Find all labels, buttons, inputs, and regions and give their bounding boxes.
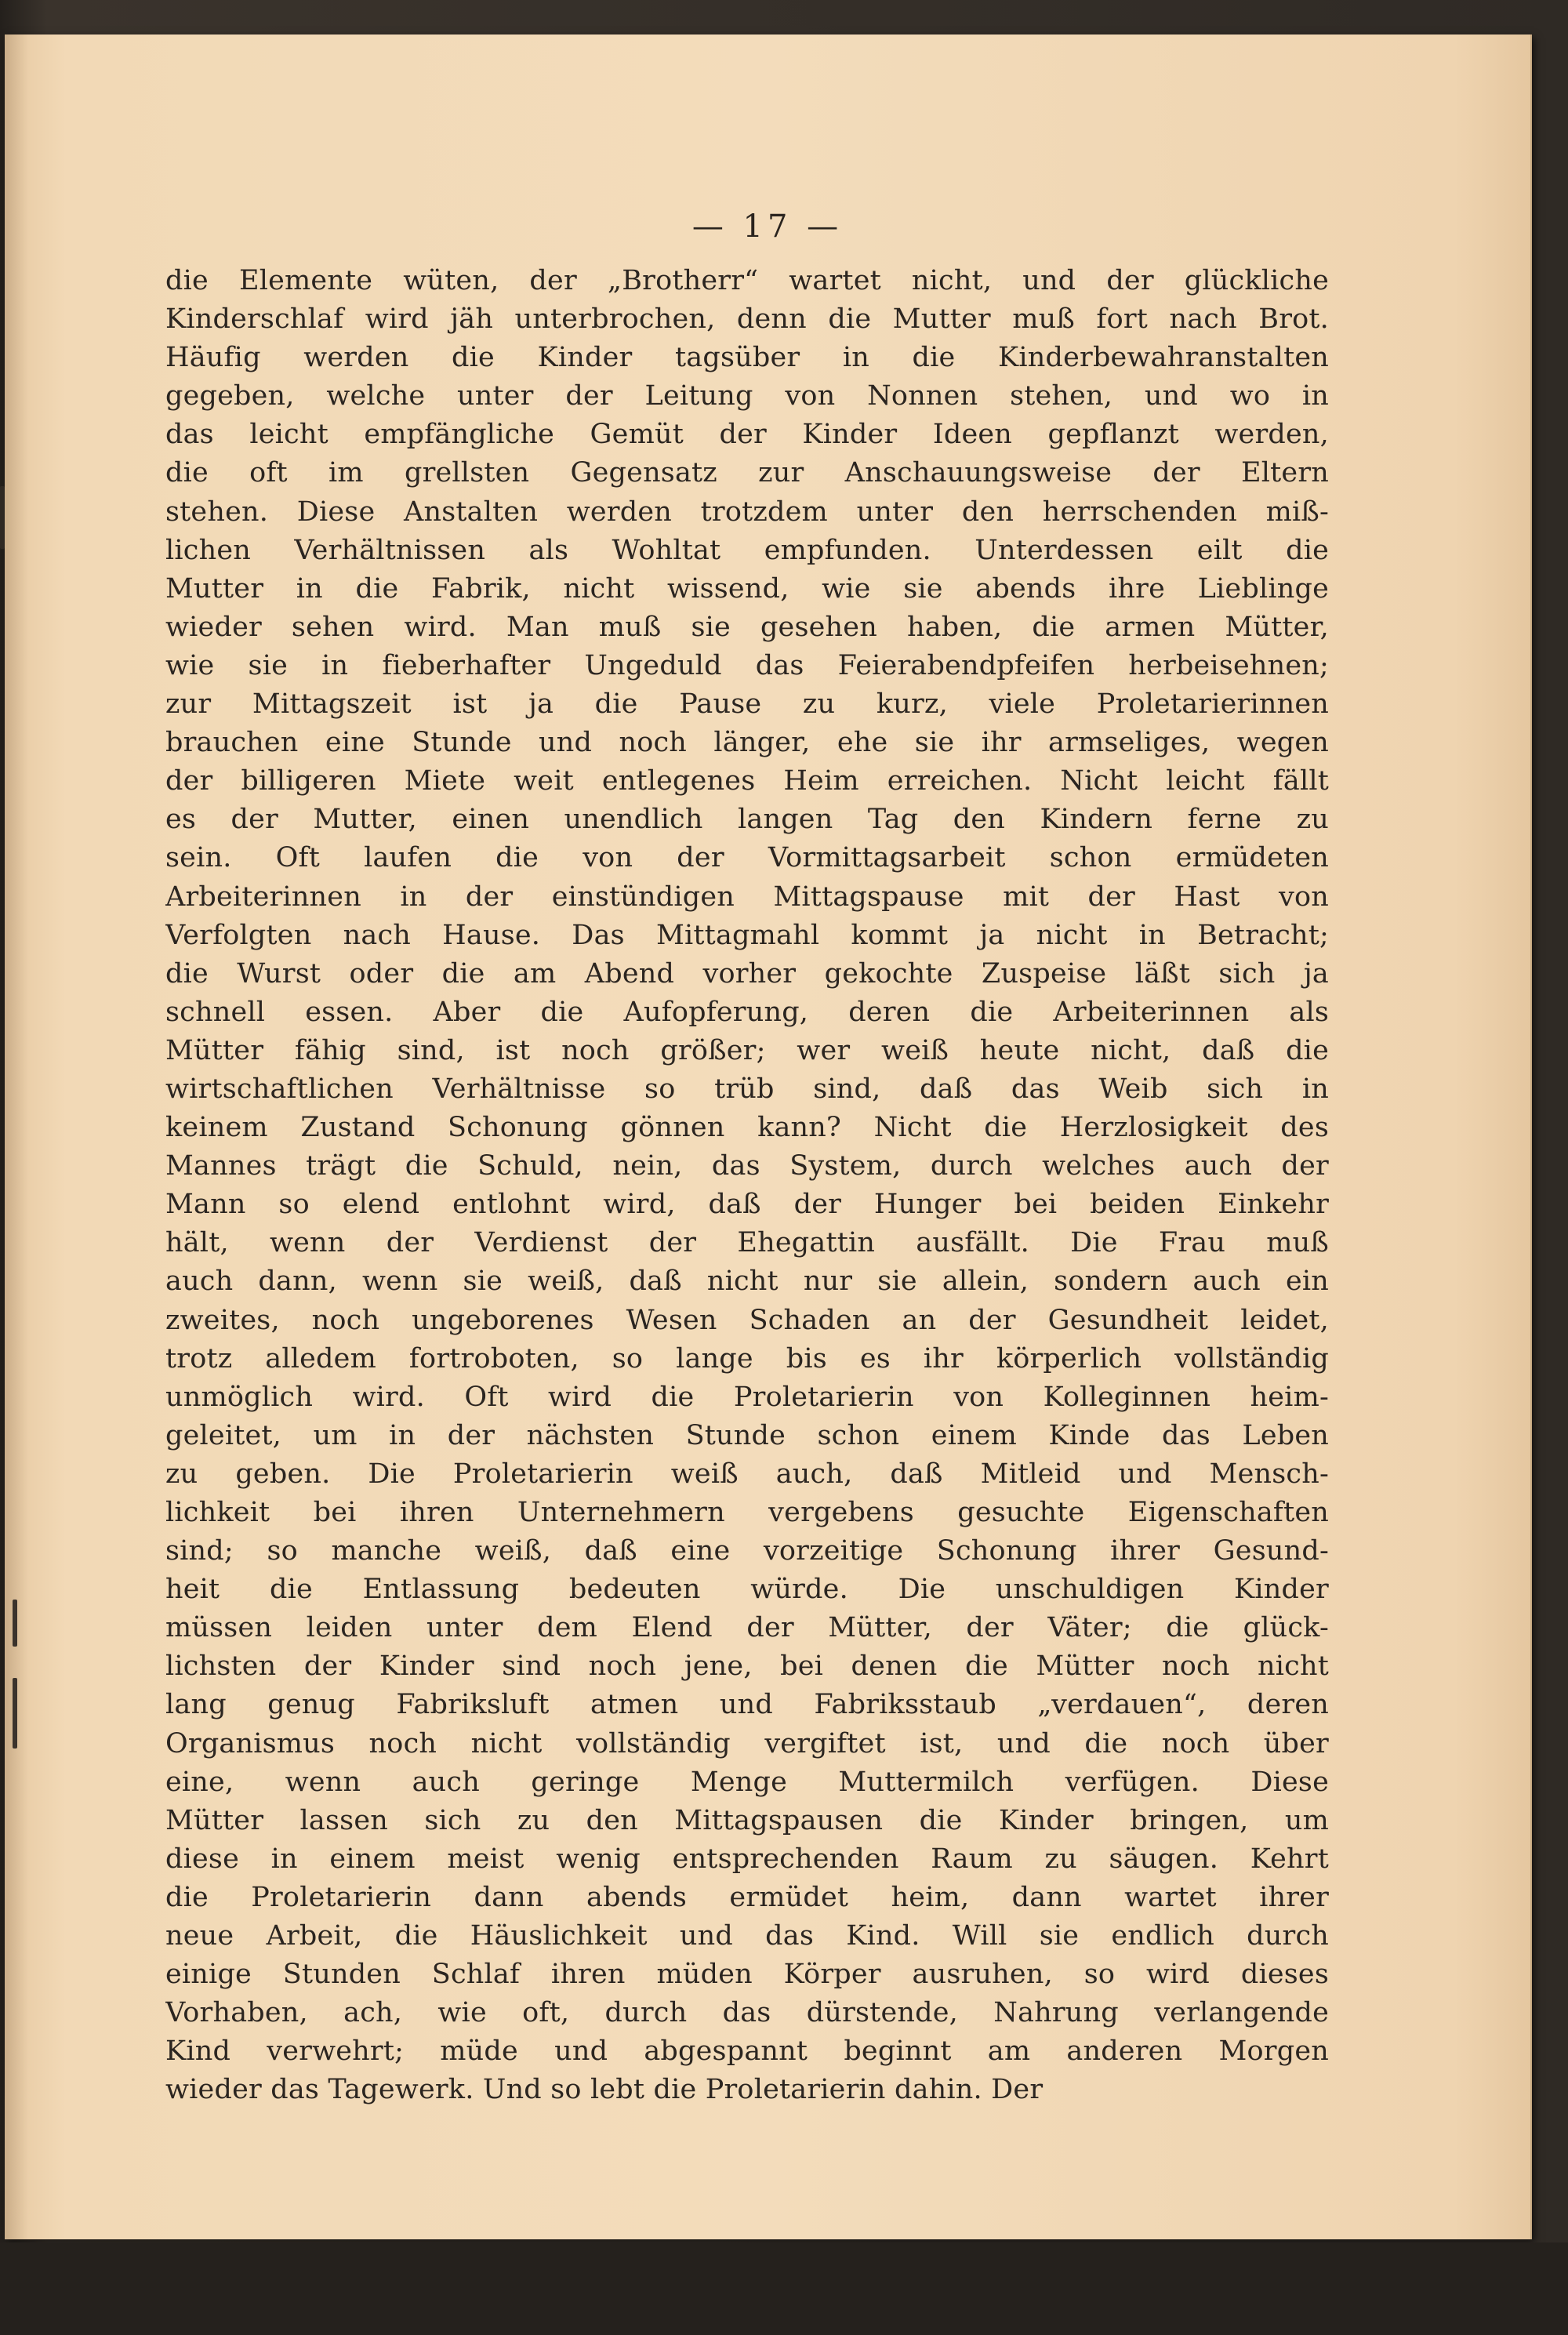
text-line: sein. Oft laufen die von der Vormittagsarbeit schon ermüdeten [165,842,1329,874]
text-line: wieder sehen wird. Man muß sie gesehen haben, die armen Mütter, [165,611,1329,643]
text-line: heit die Entlassung bedeuten würde. Die unschuldigen Kinder [165,1574,1329,1606]
text-line: die oft im grellsten Gegensatz zur Anschauungsweise der Eltern [165,457,1329,489]
text-line: Organismus noch nicht vollständig vergiftet ist, und die noch über [165,1727,1329,1759]
text-line: die Wurst oder die am Abend vorher gekochte Zuspeise läßt sich ja [165,957,1329,990]
text-line: Arbeiterinnen in der einstündigen Mittagspause mit der Hast von [165,881,1329,913]
text-line: lichsten der Kinder sind noch jene, bei denen die Mütter noch nicht [165,1650,1329,1683]
text-line: die Proletarierin dann abends ermüdet heim, dann wartet ihrer [165,1881,1329,1913]
text-line: gegeben, welche unter der Leitung von Nonnen stehen, und wo in [165,380,1329,412]
text-line: neue Arbeit, die Häuslichkeit und das Kind. Will sie endlich durch [165,1920,1329,1952]
text-line: Verfolgten nach Hause. Das Mittagmahl kommt ja nicht in Betracht; [165,919,1329,951]
text-line: Mannes trägt die Schuld, nein, das System, durch welches auch der [165,1150,1329,1182]
text-line: lichkeit bei ihren Unternehmern vergebens gesuchte Eigenschaften [165,1497,1329,1528]
margin-mark [0,486,5,549]
text-line: wie sie in fieberhafter Ungeduld das Feierabendpfeifen herbeisehnen; [165,649,1329,681]
text-line: schnell essen. Aber die Aufopferung, deren die Arbeiterinnen als [165,996,1329,1028]
text-line: Mütter fähig sind, ist noch größer; wer weiß heute nicht, daß die [165,1034,1329,1066]
margin-mark [13,1600,17,1647]
text-line: lichen Verhältnissen als Wohltat empfunden. Unterdessen eilt die [165,534,1329,566]
text-line: lang genug Fabriksluft atmen und Fabriksstaub „verdauen“, deren [165,1689,1329,1721]
text-line: Häufig werden die Kinder tagsüber in die Kinderbewahranstalten [165,342,1329,374]
text-line: Kind verwehrt; müde und abgespannt beginnt am anderen Morgen [165,2035,1329,2068]
text-line: stehen. Diese Anstalten werden trotzdem unter den herrschenden miß- [165,496,1329,528]
text-line: sind; so manche weiß, daß eine vorzeitige Schonung ihrer Gesund- [165,1535,1329,1567]
text-line: diese in einem meist wenig entsprechenden Raum zu säugen. Kehrt [165,1843,1329,1875]
book-page [5,34,1532,2239]
text-line: wieder das Tagewerk. Und so lebt die Proletarierin dahin. Der [165,2074,1044,2106]
scanner-bed-edge [0,2242,1568,2335]
text-line: wirtschaftlichen Verhältnisse so trüb sind, daß das Weib sich in [165,1073,1329,1105]
text-line: es der Mutter, einen unendlich langen Tag den Kindern ferne zu [165,804,1329,836]
text-line: Mann so elend entlohnt wird, daß der Hunger bei beiden Einkehr [165,1189,1329,1221]
text-line: Kinderschlaf wird jäh unterbrochen, denn die Mutter muß fort nach Brot. [165,303,1329,336]
text-line: zu geben. Die Proletarierin weiß auch, daß Mitleid und Mensch- [165,1458,1329,1490]
text-line: müssen leiden unter dem Elend der Mütter, der Väter; die glück- [165,1612,1329,1644]
text-line: einige Stunden Schlaf ihren müden Körper ausruhen, so wird dieses [165,1959,1329,1991]
margin-mark [13,1678,17,1749]
text-line: das leicht empfängliche Gemüt der Kinder Ideen gepflanzt werden, [165,419,1329,451]
text-line: geleitet, um in der nächsten Stunde schon einem Kinde das Leben [165,1419,1329,1451]
text-line: hält, wenn der Verdienst der Ehegattin ausfällt. Die Frau muß [165,1227,1329,1259]
page-number: — 17 — [691,209,844,245]
body-text [165,262,1329,2110]
text-line: Mutter in die Fabrik, nicht wissend, wie sie abends ihre Lieblinge [165,572,1329,605]
text-line: zur Mittagszeit ist ja die Pause zu kurz, viele Proletarierinnen [165,688,1329,721]
text-line: trotz alledem fortroboten, so lange bis es ihr körperlich vollständig [165,1342,1329,1374]
text-line: zweites, noch ungeborenes Wesen Schaden an der Gesundheit leidet, [165,1304,1329,1336]
text-line: eine, wenn auch geringe Menge Muttermilch verfügen. Diese [165,1766,1329,1798]
text-line: keinem Zustand Schonung gönnen kann? Nicht die Herzlosigkeit des [165,1112,1329,1144]
page-gutter-shadow [5,34,28,2239]
text-line: der billigeren Miete weit entlegenes Heim erreichen. Nicht leicht fällt [165,765,1329,797]
text-line: brauchen eine Stunde und noch länger, ehe sie ihr armseliges, wegen [165,727,1329,759]
text-line: Mütter lassen sich zu den Mittagspausen die Kinder bringen, um [165,1804,1329,1836]
text-line: auch dann, wenn sie weiß, daß nicht nur sie allein, sondern auch ein [165,1266,1329,1298]
text-line: die Elemente wüten, der „Brotherr“ wartet nicht, und der glückliche [165,265,1329,296]
text-line: Vorhaben, ach, wie oft, durch das dürstende, Nahrung verlangende [165,1997,1329,2029]
text-line: unmöglich wird. Oft wird die Proletarierin von Kolleginnen heim- [165,1381,1329,1413]
